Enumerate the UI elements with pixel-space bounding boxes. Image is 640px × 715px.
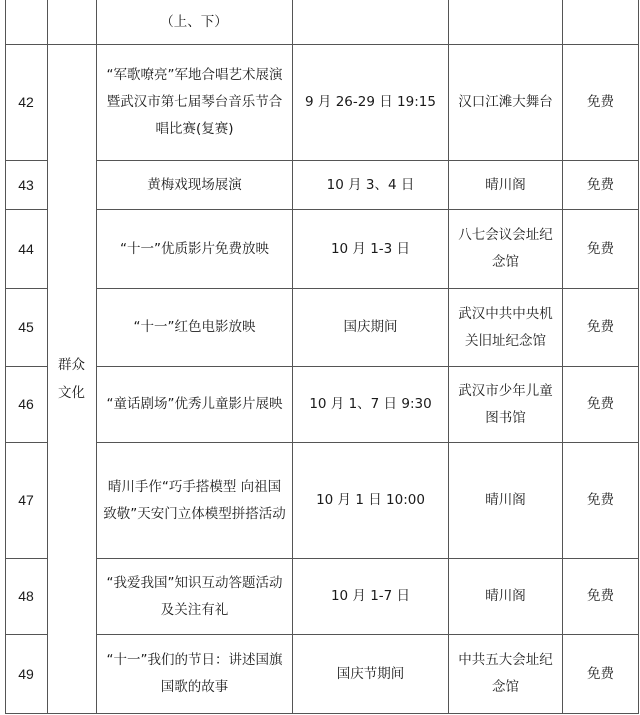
fee-cell xyxy=(563,367,638,442)
row-number-cell-text: 47 xyxy=(18,492,34,508)
event-date-cell-text: 国庆节期间 xyxy=(336,665,405,682)
event-continuation xyxy=(96,0,292,44)
row-number-cell-text: 48 xyxy=(18,588,34,604)
event-name-cell xyxy=(97,161,292,209)
venue-cell xyxy=(449,210,562,288)
row-number-cell xyxy=(5,45,47,160)
venue-cell-text: 晴川阁 xyxy=(485,588,526,604)
event-date-cell xyxy=(293,161,448,209)
fee-cell-text: 免费 xyxy=(587,396,614,412)
table-border-v-6 xyxy=(638,0,639,714)
fee-cell xyxy=(563,45,638,160)
fee-cell-text: 免费 xyxy=(587,492,614,508)
row-number-cell xyxy=(5,559,47,634)
event-name-cell-text: 黄梅戏现场展演 xyxy=(147,176,242,193)
event-name-cell xyxy=(97,210,292,288)
event-name-cell-text: “十一”红色电影放映 xyxy=(133,319,256,335)
event-date-cell-text: 国庆期间 xyxy=(343,319,398,335)
event-name-cell xyxy=(97,289,292,366)
event-name-cell-text: “军歌嘹亮”军地合唱艺术展演暨武汉市第七届琴台音乐节合唱比赛(复赛) xyxy=(106,67,283,137)
row-number-cell xyxy=(5,443,47,558)
venue-cell-text: 八七会议会址纪念馆 xyxy=(458,227,553,270)
event-date-cell xyxy=(293,635,448,713)
venue-cell xyxy=(449,161,562,209)
venue-cell xyxy=(449,289,562,366)
venue-cell-text: 武汉中共中央机关旧址纪念馆 xyxy=(458,305,553,349)
event-name-cell-text: 晴川手作“巧手搭模型 向祖国致敬”天安门立体模型拼搭活动 xyxy=(103,478,286,522)
venue-cell-text: 晴川阁 xyxy=(485,176,526,193)
fee-cell xyxy=(563,210,638,288)
row-number-cell-text: 49 xyxy=(18,665,34,682)
event-name-cell xyxy=(97,635,292,713)
event-name-cell xyxy=(97,559,292,634)
event-continuation-text: （上、下） xyxy=(160,13,228,30)
event-name-cell-text: “十一”我们的节日：讲述国旗国歌的故事 xyxy=(106,652,283,695)
row-number-cell xyxy=(5,210,47,288)
event-name-cell xyxy=(97,367,292,442)
fee-cell xyxy=(563,289,638,366)
category-cell xyxy=(47,44,96,713)
venue-cell xyxy=(449,45,562,160)
event-date-cell-text: 10 月 3、4 日 xyxy=(326,176,415,193)
event-date-cell xyxy=(293,443,448,558)
row-number-cell xyxy=(5,289,47,366)
event-date-cell xyxy=(293,210,448,288)
fee-cell-text: 免费 xyxy=(587,240,614,257)
event-date-cell xyxy=(293,559,448,634)
fee-cell xyxy=(563,559,638,634)
row-number-cell-text: 43 xyxy=(18,176,34,193)
event-name-cell-text: “童话剧场”优秀儿童影片展映 xyxy=(106,396,283,412)
fee-cell xyxy=(563,161,638,209)
venue-cell-text: 汉口江滩大舞台 xyxy=(458,94,553,110)
fee-cell-text: 免费 xyxy=(587,94,614,110)
venue-cell xyxy=(449,635,562,713)
fee-cell-text: 免费 xyxy=(587,319,614,335)
event-date-cell-text: 10 月 1-7 日 xyxy=(330,588,411,604)
fee-cell xyxy=(563,443,638,558)
venue-cell-text: 晴川阁 xyxy=(485,492,526,508)
event-date-cell xyxy=(293,289,448,366)
event-date-cell xyxy=(293,45,448,160)
row-number-cell xyxy=(5,635,47,713)
row-number-cell xyxy=(5,367,47,442)
event-name-cell-text: “十一”优质影片免费放映 xyxy=(120,240,269,257)
fee-cell xyxy=(563,635,638,713)
venue-cell xyxy=(449,559,562,634)
category-cell-text: 群众文化 xyxy=(58,356,85,401)
event-date-cell xyxy=(293,367,448,442)
venue-cell-text: 武汉市少年儿童图书馆 xyxy=(458,382,553,426)
event-date-cell-text: 10 月 1-3 日 xyxy=(330,240,411,257)
venue-cell xyxy=(449,367,562,442)
row-number-cell-text: 46 xyxy=(18,396,34,412)
fee-cell-text: 免费 xyxy=(587,588,614,604)
table-border-h-9 xyxy=(5,713,639,714)
row-number-cell xyxy=(5,161,47,209)
fee-cell-text: 免费 xyxy=(587,665,614,682)
event-date-cell-text: 10 月 1 日 10:00 xyxy=(316,492,425,508)
event-date-cell-text: 10 月 1、7 日 9:30 xyxy=(309,396,432,412)
event-name-cell xyxy=(97,443,292,558)
event-name-cell xyxy=(97,45,292,160)
venue-cell xyxy=(449,443,562,558)
row-number-cell-text: 44 xyxy=(18,240,34,257)
event-date-cell-text: 9 月 26-29 日 19:15 xyxy=(305,94,436,110)
row-number-cell-text: 42 xyxy=(18,94,34,110)
event-name-cell-text: “我爱我国”知识互动答题活动及关注有礼 xyxy=(106,574,283,618)
row-number-cell-text: 45 xyxy=(18,319,34,335)
venue-cell-text: 中共五大会址纪念馆 xyxy=(458,652,553,695)
fee-cell-text: 免费 xyxy=(587,176,614,193)
